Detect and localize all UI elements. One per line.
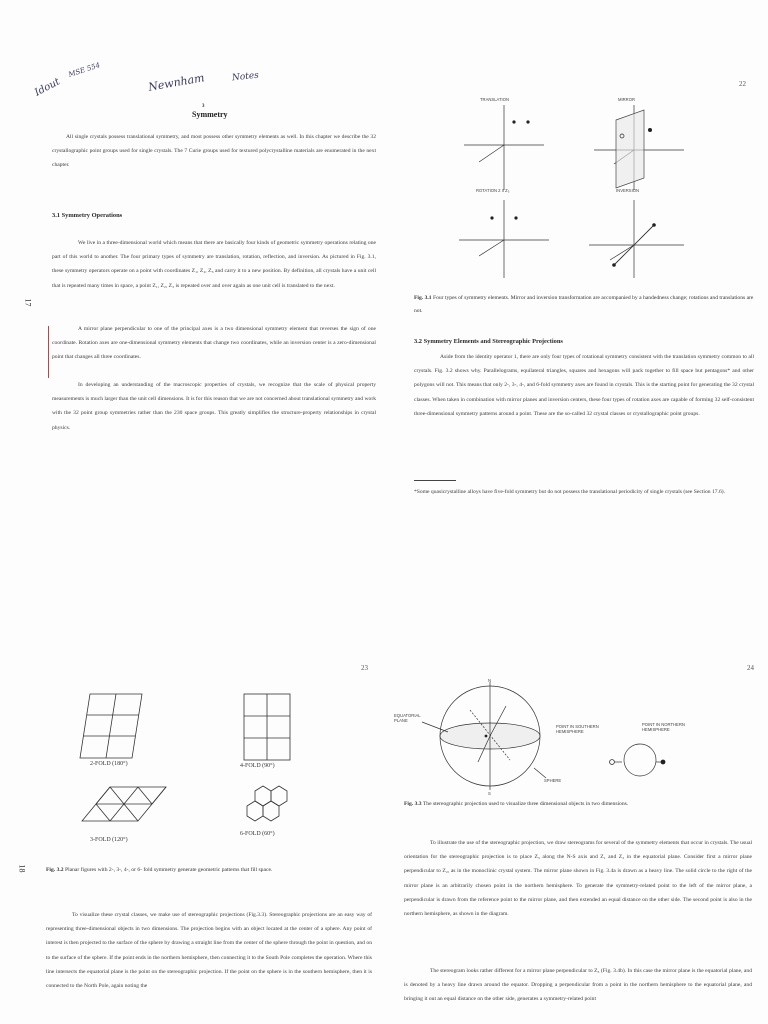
fig-3-2-text: Planar figures with 2-, 3-, 4-, or 6- fold symmetry generate geometric patterns that fill space. [63, 867, 273, 873]
fig-3-3-text: The stereographic projection used to visualize three dimensional objects in two dimensions. [421, 801, 629, 807]
page-4 [384, 512, 768, 1024]
margin-highlight [48, 326, 49, 378]
label-south: S [488, 791, 491, 796]
label-north: N [488, 678, 492, 683]
chapter-number: 3 [202, 104, 205, 109]
fig-3-2-caption [46, 864, 372, 877]
label-mirror: MIRROR [618, 97, 635, 102]
label-4-fold: 4-FOLD (90°) [240, 763, 275, 769]
fig-3-3-caption [404, 798, 752, 811]
fig-3-2-label: Fig. 3.2 [46, 867, 64, 873]
page-number: 24 [747, 664, 754, 672]
side-page-number: 18 [17, 864, 27, 873]
paragraph-rotational-symmetry: Aside from the identity operator 1, there are only four types of rotational symmetry consistent with the translation symmetry common to all crystals. Fig. 3.2 shows why. Parallelograms, equilateral triangles, squares and hexagons will pack together to fill space but pentagons* and other polygons will not. This means that only 2-, 3-, 4-, and 6-fold symmetry axes are found in crystals. This is the starting point for generating the 32 crystal classes. When taken in combination with mirror planes and inversion centers, these four types of rotation axes are capable of forming 32 self-consistent three-dimensional symmetry patterns around a point. These are the so-called 32 crystal classes or crystallographic point groups. [414, 354, 754, 417]
fig-3-2-diagram [70, 684, 310, 832]
label-3-fold: 3-FOLD (120°) [90, 837, 128, 843]
side-page-number: 17 [23, 298, 33, 307]
handwritten-note-idout: Idout [32, 76, 62, 99]
intro-paragraph: All single crystals possess translational symmetry, and most possess other symmetry elements as well. In this chapter we describe the 32 crystallographic point groups used for single crystals. The 7 Curie groups used for textured polycrystalline materials are enumerated in the next chapter. [52, 134, 376, 169]
paragraph-stereographic: To visualize these crystal classes, we make use of stereographic projections (Fig.3.3). Stereographic projections are an easy way of representing three-dimensional objects in two dimensions. The projection begins with an object located at the center of a sphere. Any point of interest is then projected to the surface of the sphere by drawing a straight line from the center of the sphere through the point in question, and on to the surface of the sphere. If the point ends in the northern hemisphere, then connecting it to the South Pole completes the operation. Where this line intersects the equatorial plane is the point on the stereographic projection. If the point on the sphere is in the southern hemisphere, then it is connected to the North Pole, again noting the [46, 912, 372, 990]
fig-3-3-label: Fig. 3.3 [404, 801, 422, 807]
label-6-fold: 6-FOLD (60°) [240, 831, 275, 837]
paragraph-stereograms: To illustrate the use of the stereographic projection, we draw stereograms for several of the symmetry elements that occur in crystals. The usual orientation for the stereographic projection is to place Z₃ along the N-S axis and Z₁ and Z₂ in the equatorial plane. Consider first a mirror plane perpendicular to Z₂, as in the monoclinic crystal system. The mirror plane shown in Fig. 3.4a is drawn as a heavy line. The solid circle to the right of the mirror plane is an arbitrarily chosen point in the northern hemisphere. To generate the symmetry-related point to the left of the mirror plane, a perpendicular is drawn from the reference point to the mirror plane, and then extended an equal distance on the other side. The second point is also in the northern hemisphere, as shown in the diagram. [404, 840, 752, 918]
label-northern-point: POINT IN NORTHERN HEMISPHERE [642, 722, 685, 732]
handwritten-note-notes: Notes [231, 70, 260, 84]
chapter-title: Symmetry [192, 110, 228, 119]
label-equatorial-plane: EQUATORIAL PLANE [394, 713, 421, 723]
fig-3-1-caption [414, 292, 754, 319]
label-rotation: ROTATION 2 II Z₃ [476, 188, 510, 193]
fig-3-1-diagram [454, 100, 754, 290]
footnote: *Some quasicrystalline alloys have five-fold symmetry but do not possess the translational periodicity of single crystals (see Section 17.6). [414, 489, 726, 495]
page-3 [0, 512, 384, 1024]
label-sphere: SPHERE [544, 778, 562, 783]
label-inversion: INVERSION [616, 188, 640, 193]
fig-3-1-text: Four types of symmetry elements. Mirror and inversion transformation are accompanied by a handedness change; rotations and translations are not. [414, 295, 754, 315]
label-2-fold: 2-FOLD (180°) [90, 761, 128, 767]
handwritten-note-author: Newnham [147, 71, 206, 94]
fig-3-3-diagram [410, 680, 710, 792]
paragraph-mirror-plane: A mirror plane perpendicular to one of the principal axes is a two dimensional symmetry element that reverses the sign of one coordinate. Rotation axes are one-dimensional symmetry elements that change two coordinates, while an inversion center is a zero-dimensional point that changes all three coordinates. [52, 326, 376, 361]
paragraph-macroscopic: In developing an understanding of the macroscopic properties of crystals, we recognize that the scale of physical property measurements is much larger than the unit cell dimensions. It is for this reason that we are not concerned about translational symmetry and work with the 32 point group symmetries rather than the 230 space groups. This greatly simplifies the structure-property relationships in crystal physics. [52, 382, 376, 431]
section-heading-3-1: 3.1 Symmetry Operations [52, 212, 123, 219]
section-heading-3-2: 3.2 Symmetry Elements and Stereographic Projections [414, 338, 563, 345]
page-2 [384, 0, 768, 512]
paragraph-mirror-z3: The stereogram looks rather different for a mirror plane perpendicular to Z₃ (Fig. 3.4b). In this case the mirror plane is the equatorial plane, and is denoted by a heavy line drawn around the equator. Dropping a perpendicular from a point in the northern hemisphere to the equatorial plane, and bringing it out an equal distance on the other side, generates a symmetry-related point [404, 968, 752, 1003]
handwritten-note-course: MSE 554 [67, 61, 102, 79]
fig-3-1-label: Fig. 3.1 [414, 295, 432, 301]
paragraph-symmetry-operations: We live in a three-dimensional world which means that there are basically four kinds of geometric symmetry operations relating one part of this world to another. The four primary types of symmetry are translation, rotation, reflection, and inversion. As pictured in Fig. 3.1, these symmetry operators operate on a point with coordinates Z₁, Z₂, Z₃ and carry it to a new position. By definition, all crystals have a unit cell that is repeated many times in space, a point Z₁, Z₂, Z₃ is repeated over and over again as one unit cell is translated to the next. [52, 240, 376, 289]
footnote-rule [414, 480, 456, 481]
page-number: 22 [739, 80, 746, 88]
label-translation: TRANSLATION [480, 97, 510, 102]
page-1 [0, 0, 384, 512]
page-number: 23 [361, 664, 368, 672]
label-southern-point: POINT IN SOUTHERN HEMISPHERE [556, 724, 599, 734]
